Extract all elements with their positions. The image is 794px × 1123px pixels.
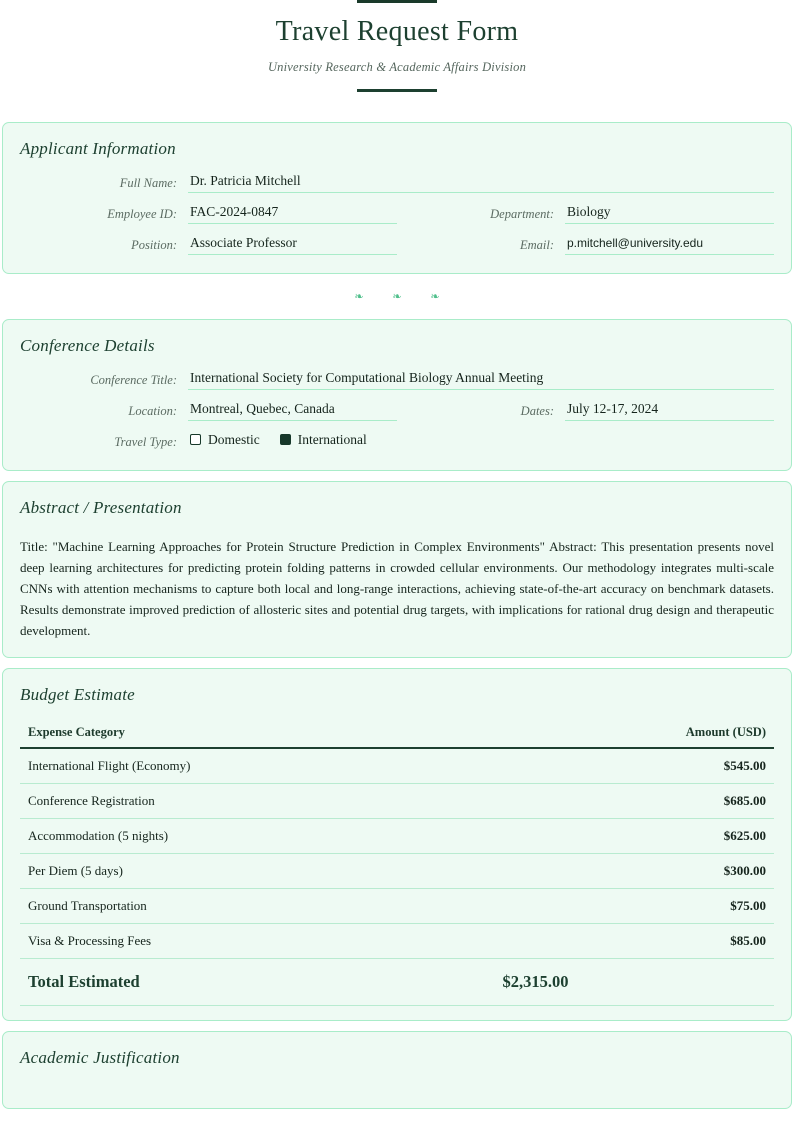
label-employee-id: Employee ID: bbox=[107, 206, 177, 221]
label-full-name: Full Name: bbox=[119, 175, 177, 190]
value-location[interactable]: Montreal, Quebec, Canada bbox=[188, 401, 397, 421]
checkbox-label-international: International bbox=[297, 431, 367, 447]
label-location: Location: bbox=[128, 403, 177, 418]
field-email[interactable] bbox=[397, 235, 774, 255]
budget-table-header-row bbox=[20, 721, 774, 748]
field-row-employee-department bbox=[20, 204, 774, 224]
field-row-full-name bbox=[20, 173, 774, 193]
table-row bbox=[20, 923, 774, 958]
table-row bbox=[20, 888, 774, 923]
section-title-justification: Academic Justification bbox=[20, 1047, 180, 1067]
field-travel-type bbox=[20, 432, 774, 452]
table-row bbox=[20, 818, 774, 853]
section-title-conference: Conference Details bbox=[20, 335, 155, 355]
label-dates: Dates: bbox=[520, 403, 554, 418]
table-row bbox=[20, 748, 774, 784]
table-row bbox=[20, 853, 774, 888]
label-email: Email: bbox=[519, 237, 554, 252]
field-row-location-dates bbox=[20, 401, 774, 421]
checkbox-unchecked-icon[interactable] bbox=[190, 434, 201, 445]
section-title-abstract: Abstract / Presentation bbox=[20, 497, 182, 517]
value-department[interactable]: Biology bbox=[565, 204, 774, 224]
applicant-information-card bbox=[2, 122, 792, 274]
value-dates[interactable]: July 12-17, 2024 bbox=[565, 401, 774, 421]
field-location[interactable] bbox=[20, 401, 397, 421]
label-conference-title: Conference Title: bbox=[90, 372, 177, 387]
cell-expense-category: Per Diem (5 days) bbox=[20, 853, 503, 888]
section-title-applicant: Applicant Information bbox=[20, 138, 176, 158]
field-row-position-email bbox=[20, 235, 774, 255]
cell-expense-amount: $685.00 bbox=[503, 783, 774, 818]
document-header bbox=[0, 0, 794, 92]
field-position[interactable] bbox=[20, 235, 397, 255]
value-conference-title[interactable]: International Society for Computational Biology Annual Meeting bbox=[188, 370, 774, 390]
travel-type-options bbox=[188, 432, 774, 452]
label-travel-type: Travel Type: bbox=[114, 434, 177, 449]
field-full-name[interactable] bbox=[20, 173, 774, 193]
abstract-presentation-card bbox=[2, 481, 792, 658]
label-department: Department: bbox=[490, 206, 554, 221]
academic-justification-card bbox=[2, 1031, 792, 1109]
checkbox-option-international[interactable] bbox=[280, 432, 367, 448]
value-position[interactable]: Associate Professor bbox=[188, 235, 397, 255]
top-accent-bar bbox=[357, 0, 437, 3]
cell-expense-amount: $625.00 bbox=[503, 818, 774, 853]
cell-expense-category: Visa & Processing Fees bbox=[20, 923, 503, 958]
cell-expense-amount: $75.00 bbox=[503, 888, 774, 923]
section-title-budget: Budget Estimate bbox=[20, 684, 135, 704]
total-label: Total Estimated bbox=[20, 958, 503, 1005]
cell-expense-amount: $545.00 bbox=[503, 748, 774, 784]
field-row-travel-type bbox=[20, 432, 774, 452]
value-email[interactable]: p.mitchell@university.edu bbox=[565, 235, 774, 255]
cell-expense-category: Ground Transportation bbox=[20, 888, 503, 923]
field-conference-title[interactable] bbox=[20, 370, 774, 390]
cell-expense-category: Accommodation (5 nights) bbox=[20, 818, 503, 853]
cell-expense-amount: $300.00 bbox=[503, 853, 774, 888]
budget-total-row bbox=[20, 958, 774, 1005]
abstract-body-text[interactable]: Title: "Machine Learning Approaches for Protein Structure Prediction in Complex Environments" Abstract: This presentation presents novel deep learning architectures for predicting protein folding patterns in crowded cellular environments. Our methodology integrates multi-scale CNNs with attention mechanisms to capture both local and long-range interactions, achieving state-of-the-art accuracy on benchmark datasets. Results demonstrate improved prediction of allosteric sites and potential drug targets, with implications for rational drug design and therapeutic development. bbox=[20, 538, 774, 638]
table-row bbox=[20, 783, 774, 818]
column-header-expense-category: Expense Category bbox=[20, 721, 503, 748]
field-department[interactable] bbox=[397, 204, 774, 224]
conference-details-card bbox=[2, 319, 792, 471]
value-employee-id[interactable]: FAC-2024-0847 bbox=[188, 204, 397, 224]
checkbox-label-domestic: Domestic bbox=[208, 431, 260, 447]
checkbox-checked-icon[interactable] bbox=[280, 434, 291, 445]
budget-table bbox=[20, 721, 774, 1006]
cell-expense-category: International Flight (Economy) bbox=[20, 748, 503, 784]
label-position: Position: bbox=[131, 237, 177, 252]
value-full-name[interactable]: Dr. Patricia Mitchell bbox=[188, 173, 774, 193]
field-employee-id[interactable] bbox=[20, 204, 397, 224]
checkbox-option-domestic[interactable] bbox=[190, 432, 260, 448]
page-subtitle: University Research & Academic Affairs Division bbox=[267, 60, 527, 75]
page-title: Travel Request Form bbox=[275, 16, 519, 47]
ornament-divider: ❧ ❧ ❧ bbox=[354, 290, 453, 303]
field-dates[interactable] bbox=[397, 401, 774, 421]
cell-expense-amount: $85.00 bbox=[503, 923, 774, 958]
field-row-conference-title bbox=[20, 370, 774, 390]
budget-estimate-card bbox=[2, 668, 792, 1021]
cell-expense-category: Conference Registration bbox=[20, 783, 503, 818]
total-amount: $2,315.00 bbox=[503, 958, 774, 1005]
column-header-amount: Amount (USD) bbox=[503, 721, 774, 748]
